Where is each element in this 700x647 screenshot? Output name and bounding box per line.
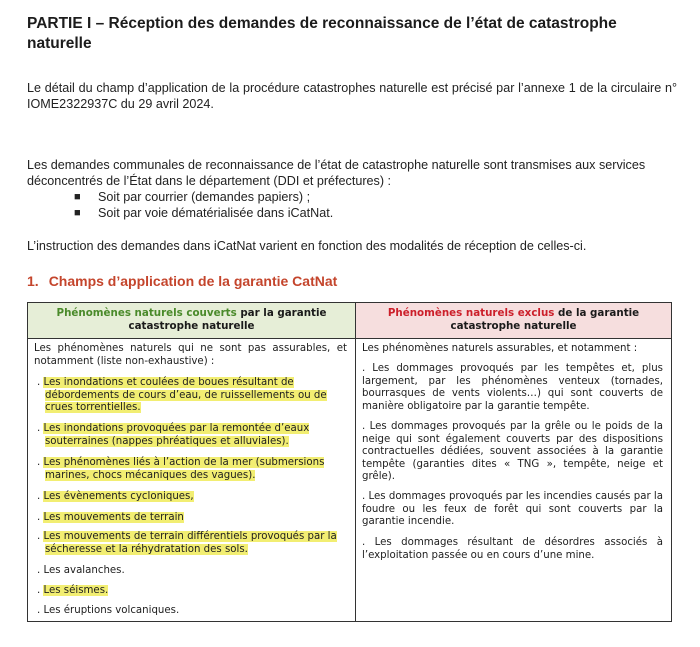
list-item: . Les dommages provoqués par les tempêtes et, plus largement, par les phénomènes venteux (tornades, bourrasques de vents violents…) qui sont couverts de manière obligatoire par la garantie tempête. bbox=[362, 363, 663, 412]
header-covered-rest: par la garantie catastrophe naturelle bbox=[128, 307, 327, 332]
excluded-item-3: Les dommages provoqués par les incendies causés par la foudre ou les feux de forêt qui sont couverts par la garantie incendie. bbox=[362, 491, 663, 527]
section-number: 1. bbox=[27, 273, 39, 289]
list-item-text: Soit par voie dématérialisée dans iCatNat. bbox=[98, 206, 334, 220]
column-excluded bbox=[356, 303, 671, 621]
section-title bbox=[27, 272, 337, 290]
excluded-intro: Les phénomènes naturels assurables, et notamment : bbox=[362, 343, 638, 354]
list-item: . Les dommages résultant de désordres associés à l’exploitation passée ou en cours d’une mine. bbox=[362, 537, 663, 561]
header-excluded-accent: Phénomènes naturels exclus bbox=[387, 307, 555, 319]
transmission-list bbox=[72, 189, 333, 221]
covered-item-7: Les avalanches. bbox=[43, 565, 125, 576]
list-item: . Les avalanches. bbox=[37, 565, 125, 576]
header-covered-accent: Phénomènes naturels couverts bbox=[56, 307, 237, 319]
list-item: . Les inondations provoquées par la remontée d’eaux souterraines (nappes phréatiques et alluviales). bbox=[37, 423, 310, 447]
paragraph-instruction: L’instruction des demandes dans iCatNat varient en fonction des modalités de réception de celles-ci. bbox=[27, 239, 587, 253]
covered-item-6: Les mouvements de terrain différentiels provoqués par la sécheresse et la réhydratation des sols. bbox=[43, 531, 337, 555]
excluded-body bbox=[356, 339, 671, 621]
list-item: . Les mouvements de terrain différentiels provoqués par la sécheresse et la réhydratation des sols. bbox=[37, 531, 337, 555]
list-item bbox=[72, 189, 333, 205]
covered-item-1: Les inondations et coulées de boues résultant de débordements de cours d’eau, de ruissellements ou de crues torrentielles. bbox=[43, 377, 327, 413]
bullet-icon: ■ bbox=[74, 207, 81, 219]
list-item: . Les éruptions volcaniques. bbox=[37, 605, 180, 616]
excluded-item-2: Les dommages provoqués par la grêle ou le poids de la neige qui sont également couverts par des dispositions contractuelles dédiées, souvent associées à la garantie tempête (garanties dites « TNG », tempête, neige et grêle). bbox=[362, 421, 663, 482]
list-item: . Les séismes. bbox=[37, 585, 109, 596]
list-item bbox=[72, 205, 333, 221]
list-item: . Les phénomènes liés à l’action de la mer (submersions marines, chocs mécaniques des vagues). bbox=[37, 457, 325, 481]
covered-item-3: Les phénomènes liés à l’action de la mer (submersions marines, chocs mécaniques des vagues). bbox=[43, 457, 325, 481]
covered-item-8: Les séismes. bbox=[43, 585, 109, 596]
header-excluded bbox=[356, 303, 671, 339]
scope-table bbox=[27, 302, 672, 622]
list-item: . Les dommages provoqués par les incendies causés par la foudre ou les feux de forêt qui sont couverts par la garantie incendie. bbox=[362, 491, 663, 527]
bullet-icon: ■ bbox=[74, 191, 81, 203]
excluded-item-1: Les dommages provoqués par les tempêtes et, plus largement, par les phénomènes venteux (tornades, bourrasques de vents violents…) qui sont couverts de manière obligatoire par la garantie tempête. bbox=[362, 363, 663, 412]
covered-item-2: Les inondations provoquées par la remontée d’eaux souterraines (nappes phréatiques et alluviales). bbox=[43, 423, 310, 447]
covered-intro: Les phénomènes naturels qui ne sont pas assurables, et notamment (liste non-exhaustive) : bbox=[34, 343, 347, 367]
covered-item-4: Les évènements cycloniques, bbox=[43, 491, 194, 502]
covered-body bbox=[28, 339, 355, 621]
page-heading-line1: PARTIE I – Réception des demandes de reconnaissance de l’état de catastrophe bbox=[27, 15, 617, 32]
paragraph-scope: Le détail du champ d’application de la procédure catastrophes naturelle est précisé par l’annexe 1 de la circulaire n° IOME2322937C du 29 avril 2024. bbox=[27, 81, 677, 111]
list-item: . Les évènements cycloniques, bbox=[37, 491, 194, 502]
header-covered bbox=[28, 303, 355, 339]
header-excluded-rest: de la garantie catastrophe naturelle bbox=[450, 307, 640, 332]
covered-item-9: Les éruptions volcaniques. bbox=[43, 605, 180, 616]
covered-item-5: Les mouvements de terrain bbox=[43, 512, 184, 523]
column-covered bbox=[28, 303, 356, 621]
page-heading bbox=[27, 14, 677, 54]
list-item-text: Soit par courrier (demandes papiers) ; bbox=[98, 190, 311, 204]
list-item: . Les inondations et coulées de boues résultant de débordements de cours d’eau, de ruissellements ou de crues torrentielles. bbox=[37, 377, 327, 413]
paragraph-transmission: Les demandes communales de reconnaissance de l’état de catastrophe naturelle sont transmises aux services déconcentrés de l’État dans le département (DDI et préfectures) : bbox=[27, 158, 646, 188]
list-item: . Les dommages provoqués par la grêle ou le poids de la neige qui sont également couverts par des dispositions contractuelles dédiées, souvent associées à la garantie tempête (garanties dites « TNG », tempête, neige et grêle). bbox=[362, 421, 663, 482]
list-item: . Les mouvements de terrain bbox=[37, 512, 184, 523]
excluded-item-4: Les dommages résultant de désordres associés à l’exploitation passée ou en cours d’une mine. bbox=[362, 537, 663, 561]
section-title-text: Champs d’application de la garantie CatNat bbox=[48, 273, 338, 289]
page-heading-line2: naturelle bbox=[27, 35, 92, 52]
